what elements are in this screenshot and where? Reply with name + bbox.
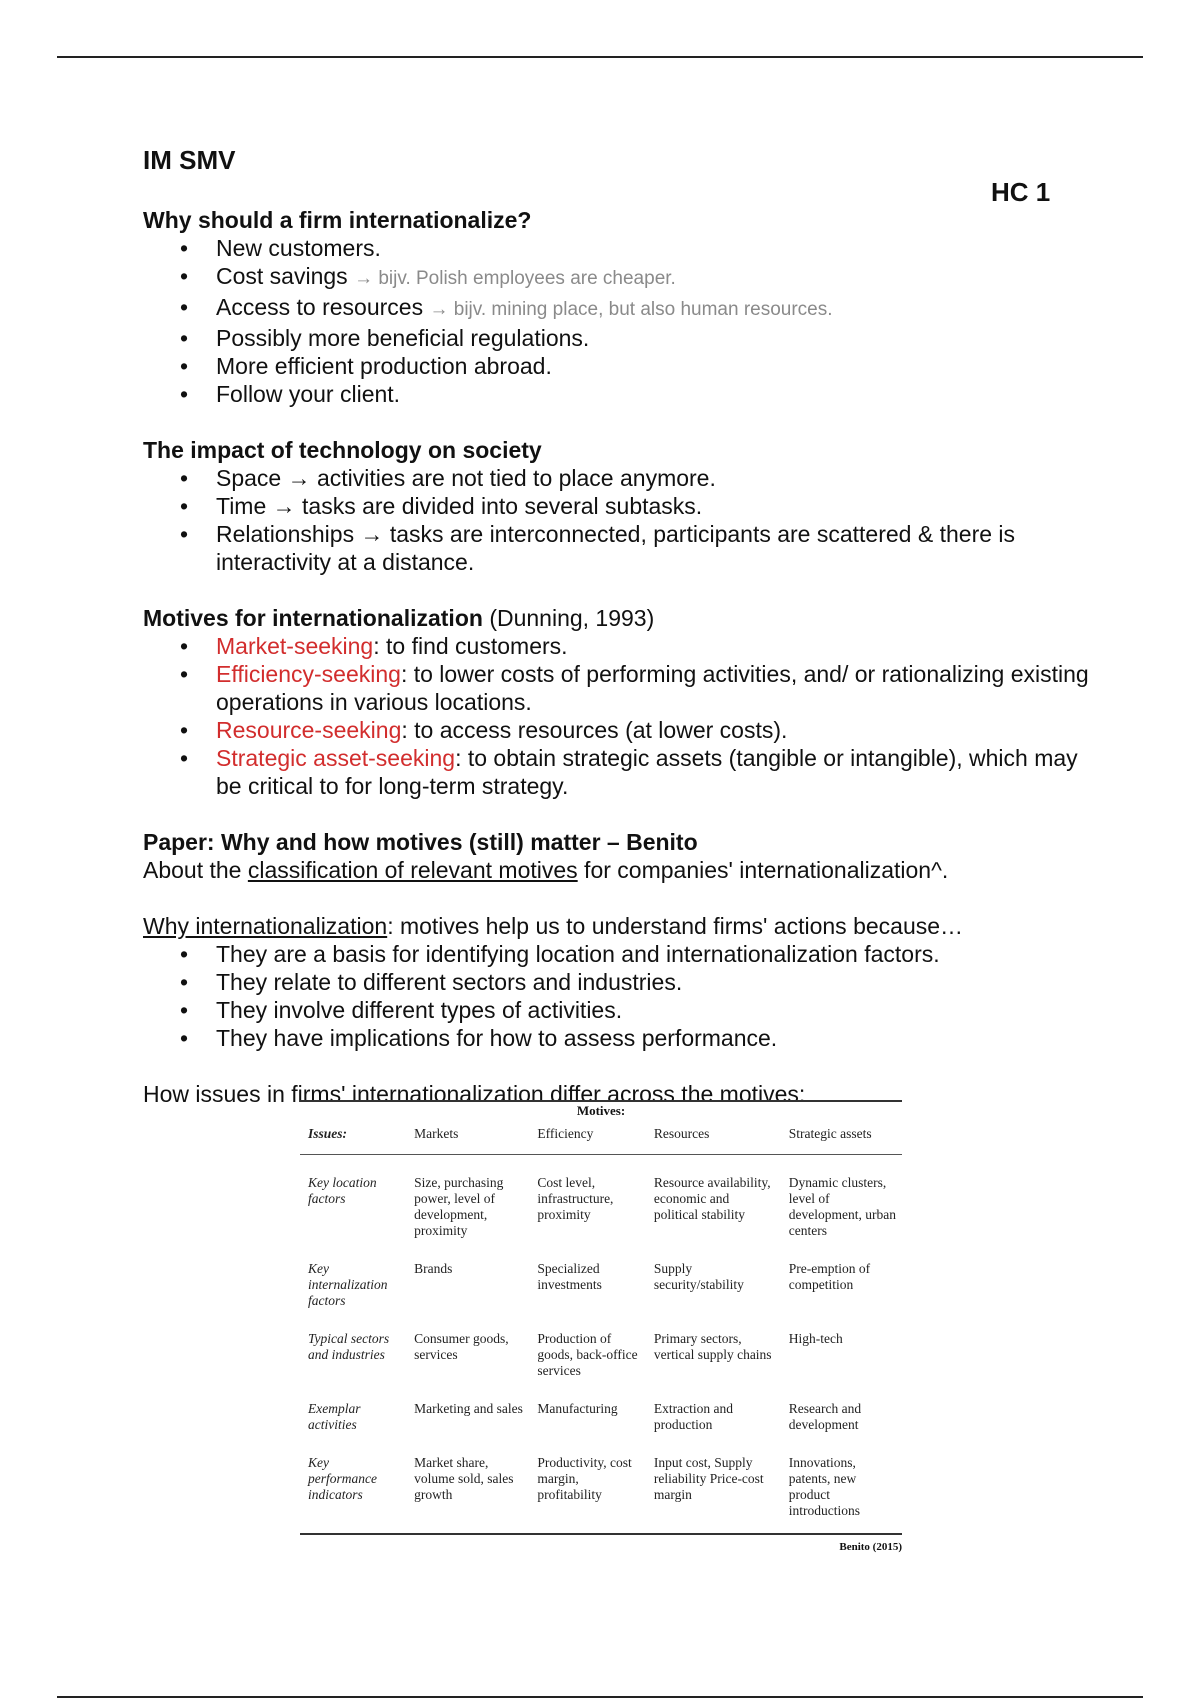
table-cell: High-tech (788, 1331, 843, 1346)
list-item: • Possibly more beneficial regulations. (143, 324, 1103, 352)
table-cell: Manufacturing (537, 1401, 618, 1416)
table-cell: Innovations, patents, new product introductions (781, 1441, 902, 1534)
column-header: Issues: (300, 1120, 406, 1155)
motive-term: Efficiency-seeking (216, 661, 401, 687)
table-cell: Cost level, infrastructure, proximity (537, 1175, 614, 1222)
annotation-note: → bijv. mining place, but also human resources. (429, 299, 833, 320)
list-item: • They are a basis for identifying location and internationalization factors. (143, 940, 1103, 968)
document-title: IM SMV (143, 145, 236, 175)
table-cell: Marketing and sales (414, 1401, 523, 1416)
technology-list (143, 464, 1103, 576)
lecture-code: HC 1 (991, 177, 1051, 207)
section-heading-paper: Paper: Why and how motives (still) matter – Benito (143, 829, 698, 855)
motive-term: Strategic asset-seeking (216, 745, 456, 771)
list-item: • They relate to different sectors and industries. (143, 968, 1103, 996)
motive-term: Resource-seeking (216, 717, 402, 743)
document-body (143, 206, 1103, 1108)
table-row (300, 1247, 902, 1317)
section-heading-technology: The impact of technology on society (143, 437, 542, 463)
list-item: • Access to resources → bijv. mining place, but also human resources. (143, 293, 1103, 324)
bottom-rule (57, 1696, 1143, 1698)
row-label: Key internalization factors (308, 1261, 388, 1308)
table-cell: Specialized investments (537, 1261, 602, 1292)
section-heading-why: Why should a firm internationalize? (143, 207, 532, 233)
motives-list (143, 632, 1103, 800)
table-caption: Motives: (576, 1103, 626, 1118)
reasons-list (143, 940, 1103, 1052)
table-cell: Resource availability, economic and political stability (653, 1175, 771, 1222)
why-list (143, 234, 1103, 408)
list-item: • More efficient production abroad. (143, 352, 1103, 380)
list-item: • Follow your client. (143, 380, 1103, 408)
table-cell: Supply security/stability (653, 1261, 744, 1292)
section-heading-motives: Motives for internationalization (Dunning, 1993) (143, 605, 655, 631)
table-cell: Input cost, Supply reliability Price-cost margin (646, 1441, 781, 1534)
table-cell: Production of goods, back-office services (537, 1331, 638, 1378)
list-item: • Resource-seeking: to access resources (at lower costs). (143, 716, 1103, 744)
underlined-phrase: Why internationalization (143, 913, 388, 939)
column-header: Strategic assets (781, 1120, 902, 1155)
column-header: Markets (406, 1120, 529, 1155)
motives-table-figure (300, 1100, 902, 1553)
table-row (300, 1317, 902, 1387)
annotation-note: → bijv. Polish employees are cheaper. (354, 268, 676, 289)
list-item: • Time → tasks are divided into several subtasks. (143, 492, 1103, 520)
underlined-phrase: classification of relevant motives (247, 857, 578, 883)
table-cell: Pre-emption of competition (788, 1261, 871, 1292)
table-source: Benito (2015) (839, 1541, 902, 1553)
column-header: Efficiency (529, 1120, 646, 1155)
table-cell: Dynamic clusters, level of development, urban centers (788, 1175, 896, 1238)
table-cell: Size, purchasing power, level of development, proximity (414, 1175, 504, 1238)
top-rule (57, 56, 1143, 58)
table-intro: How issues in firms' internationalization differ across the motives: (143, 1081, 806, 1107)
table-cell: Consumer goods, services (414, 1331, 509, 1362)
row-label: Typical sectors and industries (308, 1331, 390, 1362)
motives-table (300, 1120, 902, 1535)
table-cell: Extraction and production (653, 1401, 733, 1432)
paper-about: About the classification of relevant motives for companies' internationalization^. (143, 857, 949, 883)
list-item: • Cost savings → bijv. Polish employees are cheaper. (143, 262, 1103, 293)
table-cell: Brands (414, 1261, 453, 1276)
row-label: Key location factors (308, 1175, 377, 1206)
list-item: • New customers. (143, 234, 1103, 262)
table-row (300, 1155, 902, 1248)
motive-term: Market-seeking (216, 633, 374, 659)
table-cell: Research and development (788, 1401, 862, 1432)
table-row (300, 1441, 902, 1534)
table-row (300, 1387, 902, 1441)
table-cell: Productivity, cost margin, profitability (529, 1441, 646, 1534)
list-item: • Efficiency-seeking: to lower costs of performing activities, and/ or rationalizing existing operations in various locations. (143, 660, 1103, 716)
list-item: • They have implications for how to assess performance. (143, 1024, 1103, 1052)
table-cell: Primary sectors, vertical supply chains (653, 1331, 772, 1362)
list-item: • Relationships → tasks are interconnected, participants are scattered & there is interactivity at a distance. (143, 520, 1103, 576)
list-item: • Market-seeking: to find customers. (143, 632, 1103, 660)
table-header-row (300, 1120, 902, 1155)
list-item: • Space → activities are not tied to place anymore. (143, 464, 1103, 492)
why-internationalization: Why internationalization: motives help us to understand firms' actions because… (143, 913, 964, 939)
column-header: Resources (646, 1120, 781, 1155)
row-label: Key performance indicators (300, 1441, 406, 1534)
row-label: Exemplar activities (308, 1401, 361, 1432)
list-item: • Strategic asset-seeking: to obtain strategic assets (tangible or intangible), which may be critical to for long-term strategy. (143, 744, 1103, 800)
table-cell: Market share, volume sold, sales growth (406, 1441, 529, 1534)
citation: (Dunning, 1993) (489, 605, 655, 631)
list-item: • They involve different types of activities. (143, 996, 1103, 1024)
